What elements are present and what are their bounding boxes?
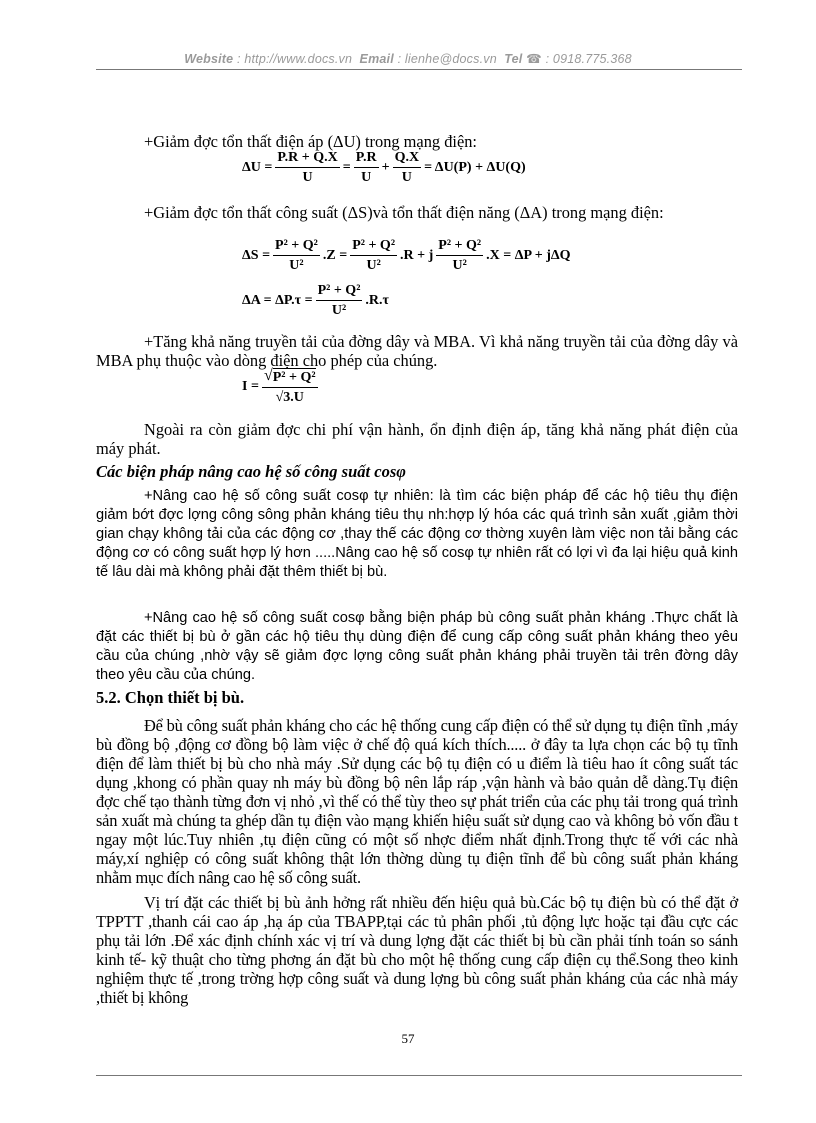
paragraph-voltage-loss: +Giảm đợc tổn thất điện áp (ΔU) trong mạng điện:: [144, 132, 477, 151]
paragraph-placement: Vị trí đặt các thiết bị bù ảnh hởng rất nhiều đến hiệu quả bù.Các bộ tụ điện bù có thể đặt ở TPPTT ,thanh cái cao áp ,hạ áp của TBAPP,tại các tủ phân phối ,tủ động lực hoặc tại đầu cực các phụ tải lớn .Để xác định chính xác vị trí và dung lợng đặt các thiết bị bù cần phải tính toán so sánh kinh tế- kỹ thuật cho từng phơng án đặt bù cho một hệ thống cung cấp điện cụ thể.Song theo kinh nghiệm thực tế ,trong trờng hợp công suất và dung lợng bù công suất phản kháng của các nhà máy ,thiết bị không: [96, 893, 738, 1007]
paragraph-transmission: +Tăng khả năng truyền tải của đờng dây và MBA. Vì khả năng truyền tải của đờng dây và MBA phụ thuộc vào dòng điện cho phép của chúng.: [96, 332, 738, 370]
paragraph-power-loss: +Giảm đợc tổn thất công suất (ΔS)và tổn thất điện năng (ΔA) trong mạng điện:: [144, 203, 664, 222]
header-divider: [96, 69, 742, 70]
paragraph-other-benefits: Ngoài ra còn giảm đợc chi phí vận hành, ổn định điện áp, tăng khả năng phát điện của máy phát.: [96, 420, 738, 458]
website-link[interactable]: : http://www.docs.vn: [237, 52, 353, 66]
page-header: [0, 51, 816, 66]
formula-delta-a: ΔA = ΔP.τ = $\frac{\text{P² + Q²}}{\text{U²}}$ .R.τ: [242, 283, 389, 318]
tel-number: : 0918.775.368: [545, 52, 632, 66]
formula-delta-s: ΔS = $\frac{\text{P² + Q²}}{\text{U²}}$ .Z = $\frac{\text{P² + Q²}}{\text{U²}}$ .R + j $\frac{\text{P² + Q²}}{\text{U²}}$ .X = ΔP + jΔQ: [242, 238, 571, 273]
heading-power-factor-methods: Các biện pháp nâng cao hệ số công suất cosφ: [96, 462, 406, 481]
email-link[interactable]: : lienhe@docs.vn: [397, 52, 497, 66]
tel-label: Tel: [504, 52, 523, 66]
email-label: Email: [359, 52, 394, 66]
formula-delta-u: ΔU = $\frac{P.R + Q.X}{U}$ = $\frac{P.R}{U}$ + $\frac{Q.X}{U}$ = ΔU(P) + ΔU(Q): [242, 150, 526, 185]
phone-icon: ☎: [526, 52, 542, 66]
footer-divider: [96, 1075, 742, 1076]
paragraph-natural-cosphi: +Nâng cao hệ số công suất cosφ tự nhiên: là tìm các biện pháp để các hộ tiêu thụ điện giảm bớt đợc lợng công sông phản kháng tiêu thụ nh:hợp lý hóa các quá trình sản xuất ,giảm thời gian chạy không tải của các động cơ ,thay thế các động cơ thờng xuyên làm việc non tải bằng các động cơ có công suất hợp lý hơn .....Nâng cao hệ số cosφ tự nhiên rất có lợi vì đa lại hiệu quả kinh tế lâu dài mà không phải đặt thêm thiết bị bù.: [96, 488, 738, 580]
heading-section-5-2: 5.2. Chọn thiết bị bù.: [96, 688, 245, 707]
formula-current: I = √ P² + Q² √3.U: [242, 367, 316, 405]
paragraph-compensation: +Nâng cao hệ số công suất cosφ bằng biện pháp bù công suất phản kháng .Thực chất là đặt các thiết bị bù ở gần các hộ tiêu thụ dùng điện để cung cấp công suất phản kháng theo yêu cầu của chúng ,nhờ vậy sẽ giảm đợc lợng công suất phản kháng phải truyền tải trên đờng dây theo yêu cầu của chúng.: [96, 610, 738, 683]
page-number: 57: [401, 1031, 415, 1046]
paragraph-capacitor-selection: Để bù công suất phản kháng cho các hệ thống cung cấp điện có thể sử dụng tụ điện tĩnh ,máy bù đồng bộ ,động cơ đồng bộ làm việc ở chế độ quá kích thích..... ở đây ta lựa chọn các bộ tụ tĩnh điện để làm thiết bị bù cho nhà máy .Sử dụng các bộ tụ điện có u điểm là tiêu hao ít công suất tác dụng ,khong có phần quay nh máy bù đồng bộ nên lắp ráp ,vận hành và bảo quản dễ dàng.Tụ điện đợc chế tạo thành từng đơn vị nhỏ ,vì thế có thể tùy theo sự phát triển của các phụ tải trong quá trình sản xuất mà chúng ta ghép dần tụ điện vào mạng khiến hiệu suất sử dụng cao và không bỏ vốn đầu t ngay một lúc.Tuy nhiên ,tụ điện cũng có một số nhợc điểm nhất định.Trong thực tế với các nhà máy,xí nghiệp có công suất không thật lớn thờng dùng tụ điện tĩnh để bù công suất phản kháng nhằm mục đích nâng cao hệ số công suất.: [96, 716, 738, 887]
website-label: Website: [184, 52, 234, 66]
